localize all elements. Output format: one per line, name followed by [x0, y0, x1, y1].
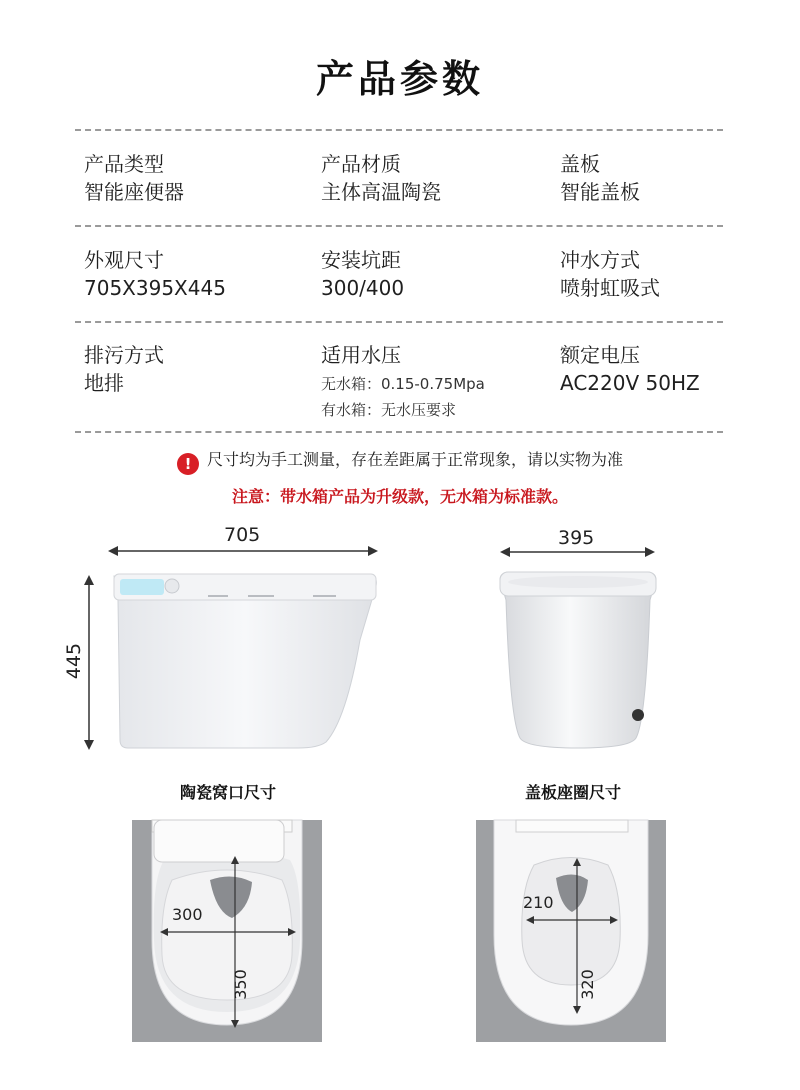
seat-bowl-width-label: 210	[523, 893, 554, 912]
side-height-label: 445	[63, 642, 86, 680]
spec-value: 主体高温陶瓷	[321, 180, 441, 204]
note-text: 尺寸均为手工测量，存在差距属于正常现象，请以实物为准	[206, 450, 623, 469]
ceramic-bowl-caption: 陶瓷窝口尺寸	[180, 783, 277, 802]
spec-label: 外观尺寸	[84, 248, 164, 272]
spec-label: 冲水方式	[560, 248, 640, 272]
spec-row	[84, 246, 724, 336]
spec-label: 安装坑距	[321, 248, 401, 272]
width-dimension-arrow	[108, 544, 378, 558]
toilet-front-view	[498, 570, 658, 750]
measurement-note	[0, 447, 800, 475]
spec-cell-rough-in	[321, 246, 541, 302]
divider	[75, 129, 723, 131]
spec-row	[84, 341, 724, 431]
spec-label: 盖板	[560, 152, 600, 176]
spec-value: 300/400	[321, 276, 405, 300]
spec-label: 额定电压	[560, 343, 640, 367]
ceramic-bowl-top-view	[132, 820, 322, 1042]
spec-row	[84, 150, 724, 240]
spec-sub-value: 无水箱：0.15-0.75Mpa	[321, 375, 485, 393]
page-title: 产品参数	[315, 57, 484, 101]
seat-bowl-length-label: 320	[577, 969, 597, 1000]
front-width-label: 395	[558, 527, 595, 549]
spec-cell-flush-type	[560, 246, 780, 302]
spec-label: 产品材质	[321, 152, 401, 176]
spec-label: 适用水压	[321, 343, 401, 367]
side-width-label: 705	[224, 524, 261, 546]
spec-sub-value: 有水箱：无水压要求	[321, 401, 457, 419]
spec-value: AC220V 50HZ	[560, 371, 700, 395]
spec-value: 地排	[84, 371, 124, 395]
spec-cell-voltage	[560, 341, 780, 397]
ceramic-bowl-length-label: 350	[230, 969, 250, 1000]
seat-bowl-caption: 盖板座圈尺寸	[525, 783, 622, 802]
spec-cell-product-type	[84, 150, 304, 206]
spec-value: 智能盖板	[560, 180, 640, 204]
spec-cell-drain	[84, 341, 304, 397]
spec-cell-water-pressure	[321, 341, 541, 423]
warning-icon: !	[177, 453, 199, 475]
spec-label: 排污方式	[84, 343, 164, 367]
spec-value: 705X395X445	[84, 276, 226, 300]
divider	[75, 431, 723, 433]
spec-value: 智能座便器	[84, 180, 184, 204]
seat-bowl-top-view	[476, 820, 666, 1042]
toilet-side-view	[108, 570, 380, 750]
spec-cell-dimensions	[84, 246, 304, 302]
spec-cell-material	[321, 150, 541, 206]
spec-value: 喷射虹吸式	[560, 276, 660, 300]
spec-label: 产品类型	[84, 152, 164, 176]
ceramic-bowl-width-label: 300	[172, 905, 203, 924]
upgrade-note: 注意：带水箱产品为升级款，无水箱为标准款。	[231, 487, 568, 506]
spec-cell-cover	[560, 150, 780, 206]
